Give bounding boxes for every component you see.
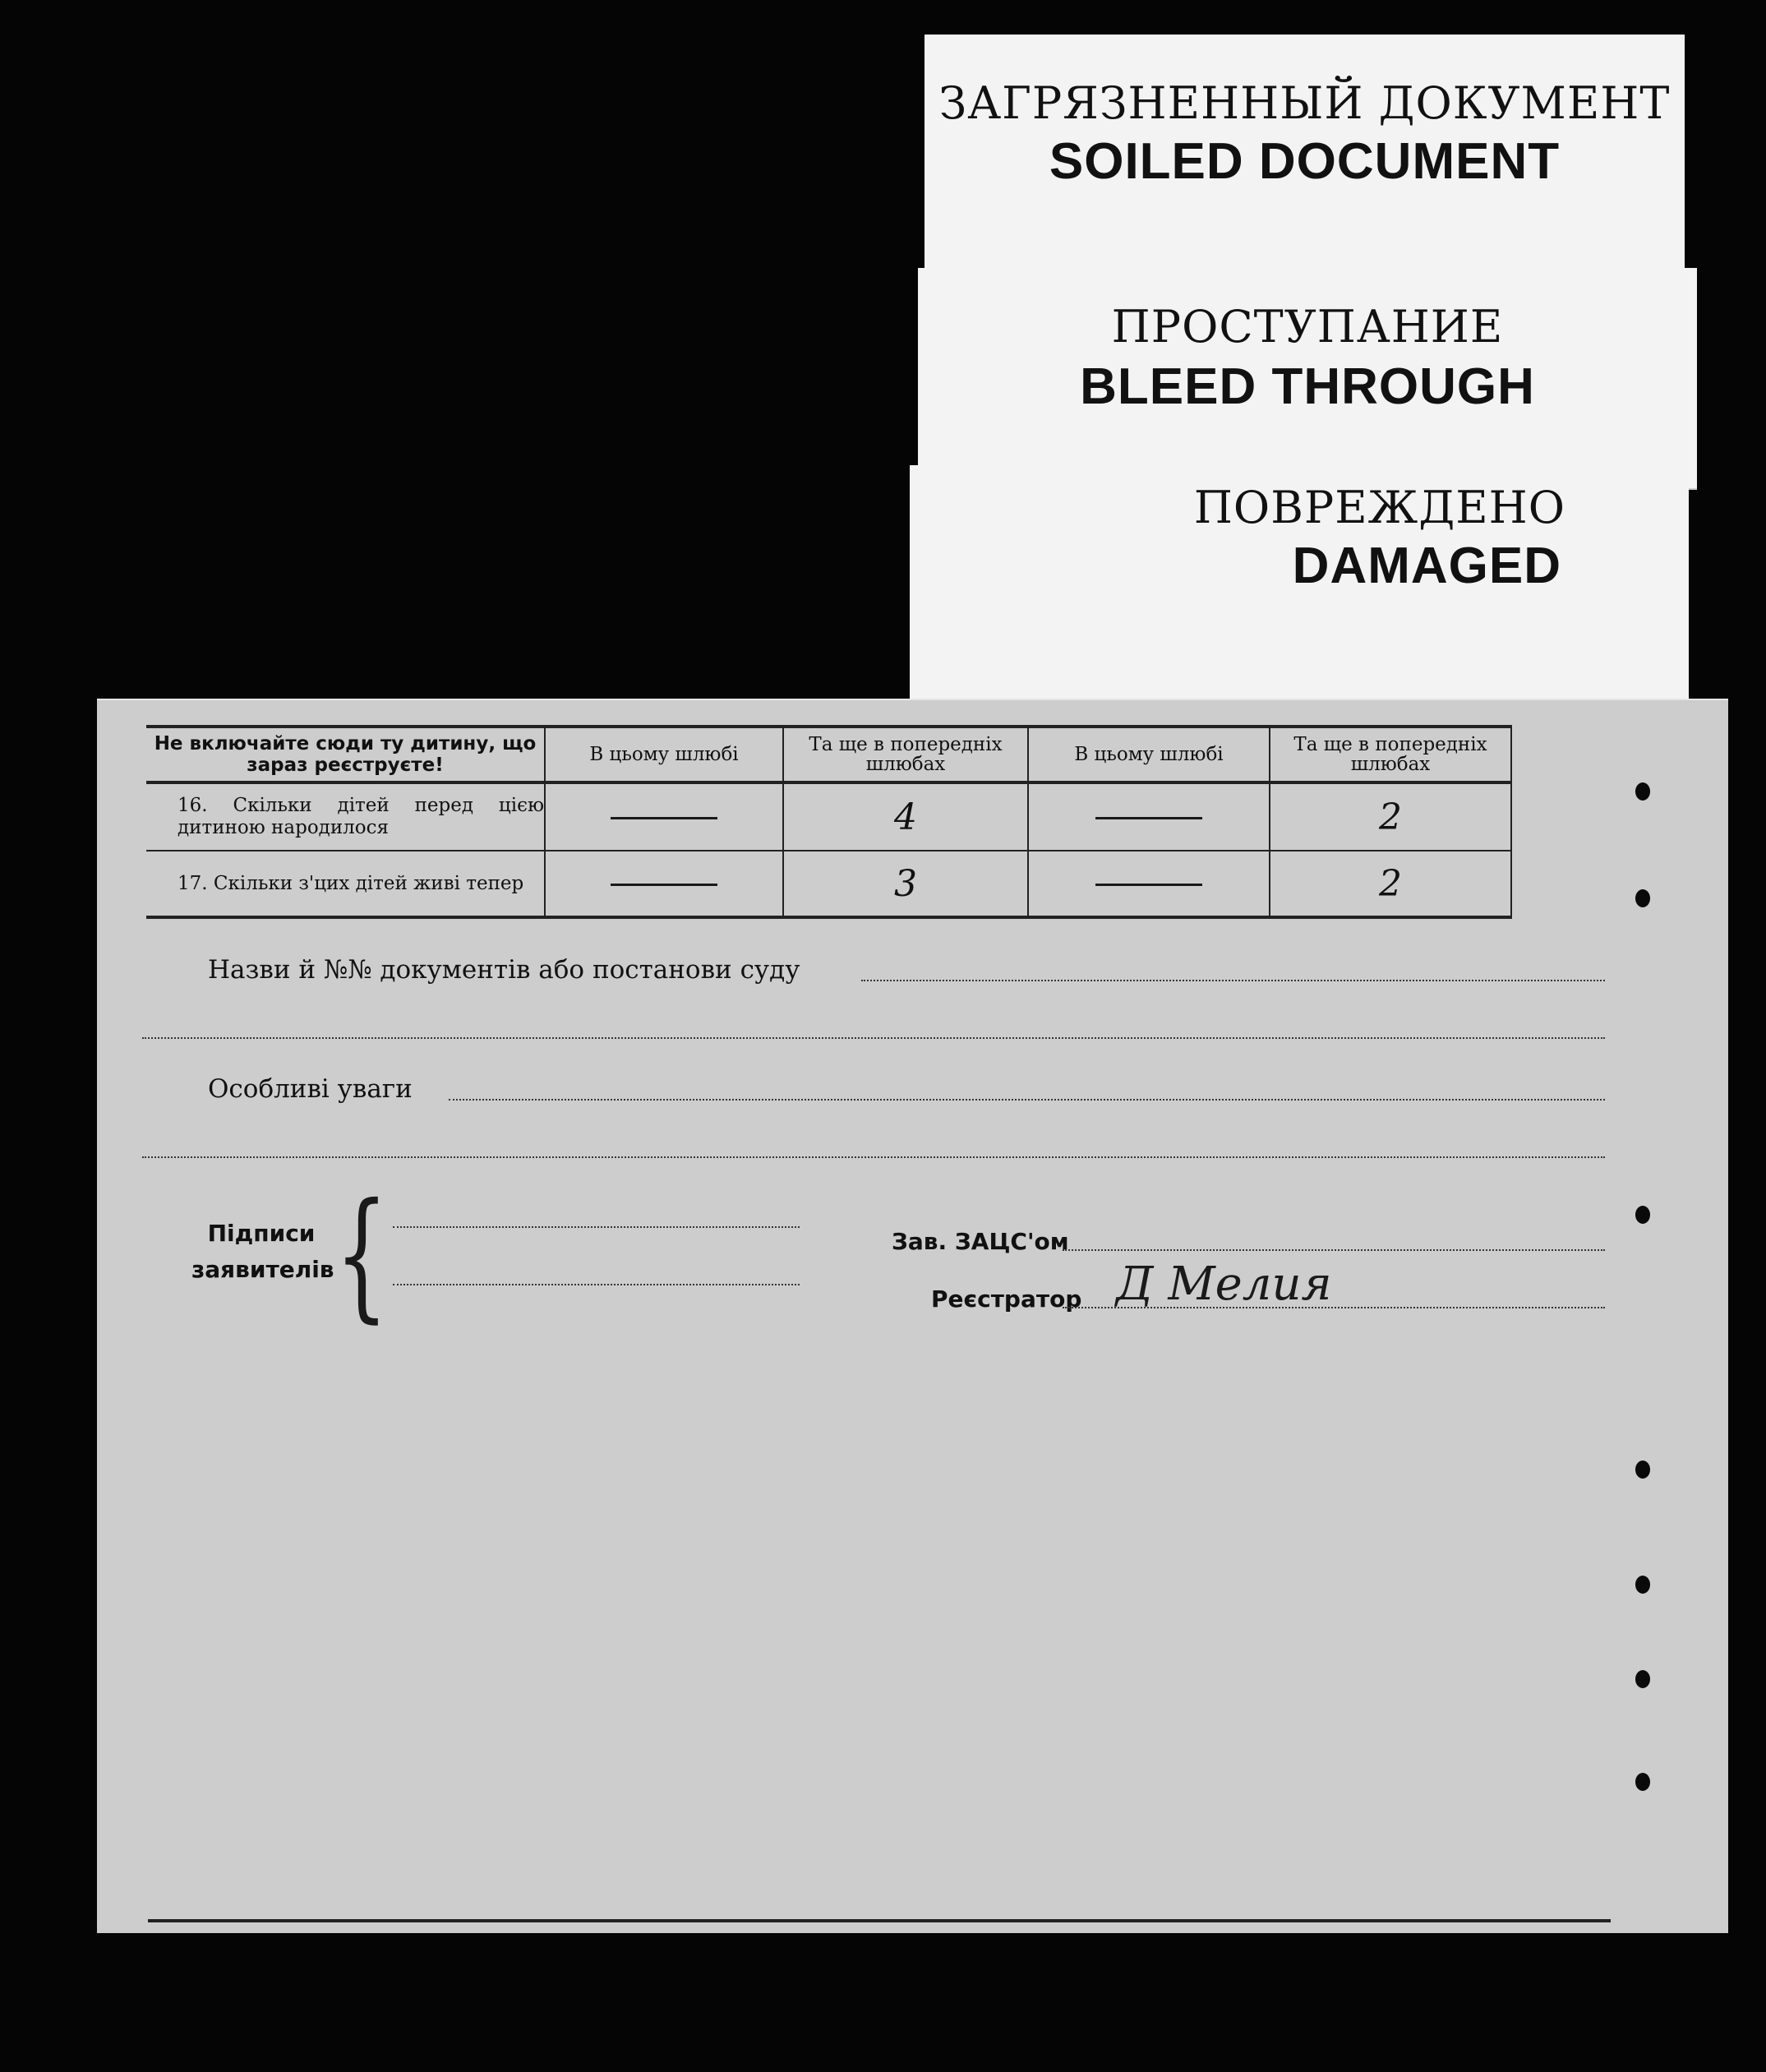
row16-label: 16. Скільки дітей перед цією дитиною народилося (146, 782, 545, 851)
hole (1635, 1773, 1650, 1791)
table-row (146, 851, 1605, 917)
remarks-label: Особливі уваги (208, 1074, 413, 1104)
bleed-through-label (918, 268, 1697, 488)
label-ru-text: ПРОСТУПАНИЕ (1111, 301, 1504, 353)
documents-line-2 (142, 1037, 1605, 1039)
row17-value-1 (545, 851, 783, 917)
row17-value-4: 2 (1270, 851, 1511, 917)
header-previous-marriages-2: Та ще в попередніх шлюбах (1270, 727, 1511, 782)
registrar-signature: Д Мелия (1116, 1258, 1332, 1311)
handwritten-dash (611, 817, 717, 819)
applicant-signature-line-2 (393, 1284, 800, 1285)
documents-line (861, 980, 1605, 981)
head-signature-line (1063, 1249, 1605, 1251)
hole (1635, 1576, 1650, 1594)
hole (1635, 1670, 1650, 1688)
registrar-label: Реєстратор (931, 1285, 1082, 1313)
hole (1635, 1461, 1650, 1479)
row17-value-2: 3 (783, 851, 1028, 917)
label-ru-text: ЗАГРЯЗНЕННЫЙ ДОКУМЕНТ (938, 77, 1671, 129)
header-this-marriage: В цьому шлюбі (545, 727, 783, 782)
remarks-line (449, 1099, 1605, 1101)
row16-value-4: 2 (1270, 782, 1511, 851)
documents-label: Назви й №№ документів або постанови суду (208, 955, 800, 985)
applicants-signatures-label: Підписи заявителів (191, 1220, 334, 1283)
table-spacer (1511, 727, 1605, 782)
registration-form-sheet (97, 699, 1728, 1933)
label-en-text: BLEED THROUGH (1080, 358, 1535, 415)
table-spacer (1511, 851, 1605, 917)
handwritten-dash (611, 884, 717, 886)
table-header-row (146, 727, 1605, 782)
row16-value-2: 4 (783, 782, 1028, 851)
label-en-text: DAMAGED (1292, 538, 1561, 594)
hole (1635, 889, 1650, 907)
exclusion-note: Не включайте сюди ту дитину, що зараз реєструєте! (146, 727, 545, 782)
brace: { (334, 1174, 389, 1336)
row17-label: 17. Скільки з'цих дітей живі тепер (146, 851, 545, 917)
row16-value-3 (1028, 782, 1270, 851)
row16-value-1 (545, 782, 783, 851)
soiled-document-label (924, 35, 1685, 281)
children-table (146, 725, 1605, 919)
applicant-signature-line-1 (393, 1226, 800, 1228)
damaged-label (910, 465, 1689, 716)
binding-holes (1634, 766, 1699, 1933)
bottom-rule (148, 1919, 1611, 1922)
head-of-registry-label: Зав. ЗАЦС'ом (892, 1228, 1069, 1255)
hole (1635, 782, 1650, 801)
handwritten-dash (1095, 884, 1202, 886)
table-spacer (1511, 782, 1605, 851)
row17-value-3 (1028, 851, 1270, 917)
remarks-line-2 (142, 1156, 1605, 1158)
label-ru-text: ПОВРЕЖДЕНО (1193, 482, 1565, 533)
handwritten-dash (1095, 817, 1202, 819)
hole (1635, 1206, 1650, 1224)
header-previous-marriages: Та ще в попередніх шлюбах (783, 727, 1028, 782)
label-en-text: SOILED DOCUMENT (1049, 133, 1561, 190)
header-this-marriage-2: В цьому шлюбі (1028, 727, 1270, 782)
table-row (146, 782, 1605, 851)
